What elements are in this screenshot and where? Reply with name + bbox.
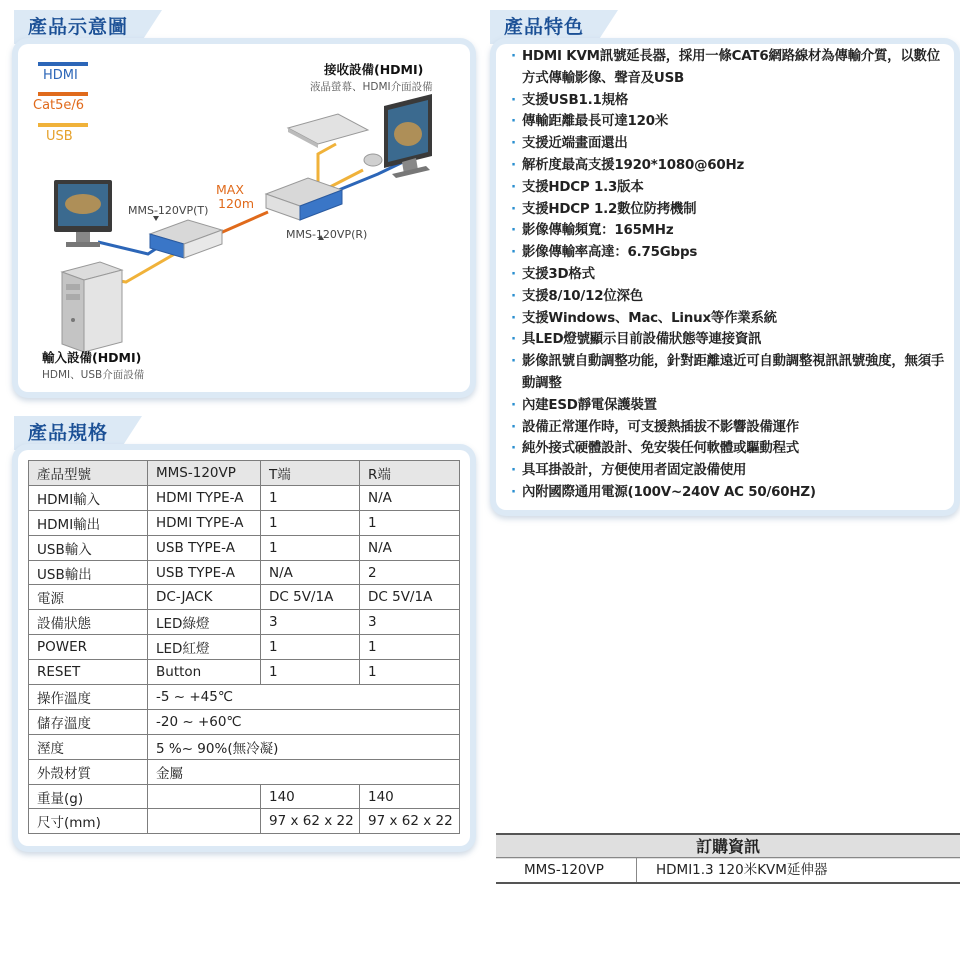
spec-cell: 1 xyxy=(360,660,460,685)
spec-section-tab xyxy=(14,416,120,450)
spec-cell: Button xyxy=(148,660,261,685)
feature-item: · 純外接式硬體設計、免安裝任何軟體或驅動程式 xyxy=(508,438,948,460)
order-model: MMS-120VP xyxy=(524,862,604,878)
feature-item: · 影像傳輸率高達：6.75Gbps xyxy=(508,242,948,264)
receiver-model-label: MMS-120VP(R) xyxy=(286,228,368,241)
spec-row xyxy=(29,635,460,660)
spec-cell: 140 xyxy=(360,784,460,809)
spec-row xyxy=(29,485,460,510)
spec-cell: 金屬 xyxy=(148,759,460,784)
spec-cell: USB TYPE-A xyxy=(148,560,261,585)
feature-item: · 設備正常運作時，可支援熱插拔不影響設備運作 xyxy=(508,417,948,439)
spec-row xyxy=(29,784,460,809)
cat-cable xyxy=(218,212,268,234)
spec-header-row xyxy=(29,461,460,486)
order-info-title: 訂購資訊 xyxy=(496,833,960,859)
spec-cell: RESET xyxy=(29,660,148,685)
spec-cell: USB輸入 xyxy=(29,535,148,560)
usb-cable-input xyxy=(114,252,178,282)
spec-cell: 電源 xyxy=(29,585,148,610)
feature-item: · 傳輸距離最長可達120米 xyxy=(508,111,948,133)
distance-label: 120m xyxy=(218,196,255,211)
spec-cell xyxy=(148,784,261,809)
feature-item: · 內建ESD靜電保護裝置 xyxy=(508,395,948,417)
spec-header-cell: 產品型號 xyxy=(29,461,148,486)
spec-row xyxy=(29,709,460,734)
spec-cell: DC 5V/1A xyxy=(360,585,460,610)
feature-item: · 支援USB1.1規格 xyxy=(508,90,948,112)
spec-row xyxy=(29,660,460,685)
spec-cell: HDMI TYPE-A xyxy=(148,485,261,510)
spec-header-cell: R端 xyxy=(360,461,460,486)
spec-row xyxy=(29,809,460,834)
mouse-icon xyxy=(364,154,382,166)
feature-item: · 支援HDCP 1.2數位防拷機制 xyxy=(508,199,948,221)
feature-item: · 支援3D格式 xyxy=(508,264,948,286)
receiver-subtitle: 液晶螢幕、HDMI介面設備 xyxy=(310,81,433,93)
spec-cell xyxy=(148,809,261,834)
order-description: HDMI1.3 120米KVM延伸器 xyxy=(656,862,828,878)
usb-cable-keyboard xyxy=(318,144,336,182)
spec-cell: DC-JACK xyxy=(148,585,261,610)
spec-cell: N/A xyxy=(261,560,360,585)
spec-cell: 1 xyxy=(261,510,360,535)
connection-diagram xyxy=(18,44,470,392)
spec-row xyxy=(29,535,460,560)
spec-cell: N/A xyxy=(360,485,460,510)
spec-header-cell: MMS-120VP xyxy=(148,461,261,486)
feature-item: · 影像訊號自動調整功能，針對距離遠近可自動調整視訊訊號強度，無須手動調整 xyxy=(508,351,948,395)
order-info-row xyxy=(496,857,960,884)
transmitter-device-icon xyxy=(150,220,222,258)
spec-cell: 97 x 62 x 22 xyxy=(261,809,360,834)
spec-cell: 尺寸(mm) xyxy=(29,809,148,834)
usb-cable-mouse xyxy=(328,170,363,188)
feature-item: · 內附國際通用電源(100V~240V AC 50/60HZ) xyxy=(508,482,948,504)
spec-cell: 重量(g) xyxy=(29,784,148,809)
spec-row xyxy=(29,610,460,635)
spec-row xyxy=(29,510,460,535)
diagram-panel xyxy=(18,44,470,392)
spec-cell: 操作溫度 xyxy=(29,685,148,710)
spec-row xyxy=(29,560,460,585)
spec-row xyxy=(29,585,460,610)
spec-cell: 97 x 62 x 22 xyxy=(360,809,460,834)
keyboard-icon xyxy=(288,114,368,148)
spec-row xyxy=(29,759,460,784)
spec-cell: HDMI輸入 xyxy=(29,485,148,510)
input-title: 輸入設備(HDMI) xyxy=(42,350,142,365)
spec-cell: POWER xyxy=(29,635,148,660)
features-section-title: 產品特色 xyxy=(504,16,585,38)
spec-cell: -5 ~ +45℃ xyxy=(148,685,460,710)
input-subtitle: HDMI、USB介面設備 xyxy=(42,369,145,381)
spec-cell: 溼度 xyxy=(29,734,148,759)
spec-cell: 設備狀態 xyxy=(29,610,148,635)
spec-cell: 140 xyxy=(261,784,360,809)
diagram-section-tab xyxy=(14,10,140,44)
spec-cell: HDMI TYPE-A xyxy=(148,510,261,535)
spec-cell: LED紅燈 xyxy=(148,635,261,660)
order-divider xyxy=(636,858,637,882)
feature-item: · 解析度最高支援1920*1080@60Hz xyxy=(508,155,948,177)
spec-header-cell: T端 xyxy=(261,461,360,486)
spec-cell: -20 ~ +60℃ xyxy=(148,709,460,734)
spec-table xyxy=(28,460,460,834)
spec-cell: 3 xyxy=(360,610,460,635)
spec-cell: 1 xyxy=(261,660,360,685)
feature-item: · 支援8/10/12位深色 xyxy=(508,286,948,308)
feature-item: · 具LED燈號顯示目前設備狀態等連接資訊 xyxy=(508,329,948,351)
transmitter-model-label: MMS-120VP(T) xyxy=(128,204,209,217)
spec-cell: 3 xyxy=(261,610,360,635)
feature-item: · 影像傳輸頻寬：165MHz xyxy=(508,220,948,242)
spec-section-title: 產品規格 xyxy=(28,422,109,444)
feature-item: · 支援Windows、Mac、Linux等作業系統 xyxy=(508,308,948,330)
spec-cell: N/A xyxy=(360,535,460,560)
feature-item: · HDMI KVM訊號延長器，採用一條CAT6網路線材為傳輸介質，以數位方式傳輸影像、聲音及USB xyxy=(508,46,948,90)
spec-cell: HDMI輸出 xyxy=(29,510,148,535)
spec-cell: 外殼材質 xyxy=(29,759,148,784)
feature-item: · 支援近端畫面還出 xyxy=(508,133,948,155)
feature-item: · 支援HDCP 1.3版本 xyxy=(508,177,948,199)
spec-cell: 1 xyxy=(261,535,360,560)
spec-cell: 5 %~ 90%(無冷凝) xyxy=(148,734,460,759)
spec-cell: 1 xyxy=(360,635,460,660)
spec-cell: DC 5V/1A xyxy=(261,585,360,610)
pc-tower-icon xyxy=(62,262,122,352)
spec-cell: 2 xyxy=(360,560,460,585)
features-list xyxy=(508,46,948,504)
receiver-title: 接收設備(HDMI) xyxy=(324,62,424,77)
receiver-device-icon xyxy=(266,178,342,220)
output-monitor-icon xyxy=(384,94,432,178)
spec-cell: 1 xyxy=(360,510,460,535)
spec-cell: 1 xyxy=(261,635,360,660)
input-monitor-icon xyxy=(54,180,112,247)
feature-item: · 具耳掛設計，方便使用者固定設備使用 xyxy=(508,460,948,482)
max-label: MAX xyxy=(216,182,244,197)
diagram-section-title: 產品示意圖 xyxy=(28,16,129,38)
spec-cell: 1 xyxy=(261,485,360,510)
legend-usb-label: USB xyxy=(46,129,73,144)
spec-cell: 儲存溫度 xyxy=(29,709,148,734)
legend-hdmi-label: HDMI xyxy=(43,68,78,83)
legend-cat-label: Cat5e/6 xyxy=(33,98,85,113)
spec-cell: USB TYPE-A xyxy=(148,535,261,560)
spec-row xyxy=(29,685,460,710)
spec-cell: LED綠燈 xyxy=(148,610,261,635)
spec-row xyxy=(29,734,460,759)
features-section-tab xyxy=(490,10,596,44)
spec-cell: USB輸出 xyxy=(29,560,148,585)
